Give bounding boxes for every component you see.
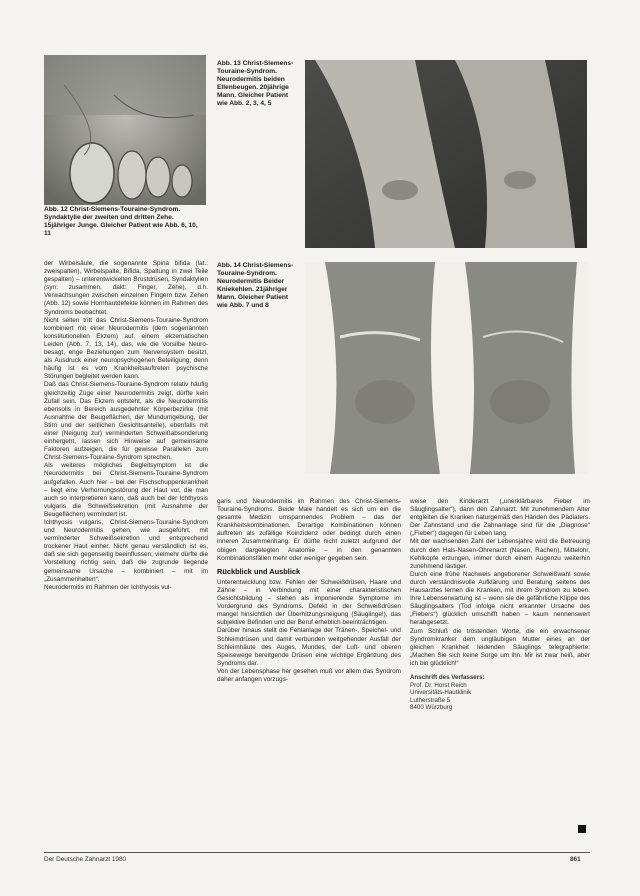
address-label: Anschrift des Verfassers: bbox=[410, 673, 485, 681]
figure-12-photo bbox=[44, 55, 206, 205]
author-address bbox=[410, 674, 590, 712]
paragraph: Durch eine frühe Nachweis angeborener Schweißwahl sowie durch verständnisvolle Aufklärung und Beratung seitens des Hausarztes lernen die Kranken, mit ihrem Syndrom zu leben. Ihre Lebenserwartung ist – wenn sie die gefährliche Klippe des Säuglingsalters (Tod infolge nicht erkannter Ursache des „Fiebers“) glücklich umschifft haben – kaum nennenswert herabgesetzt. bbox=[410, 570, 590, 627]
figure-13-caption: Abb. 13 Christ-Siemens-Touraine-Syndrom. Neurodermitis beiden Ellenbeugen. 20jährige Mann. Gleicher Patient wie Abb. 2, 3, 4, 5 bbox=[217, 60, 294, 107]
address-line: Lutherstraße 5 bbox=[410, 696, 451, 704]
end-mark bbox=[578, 825, 586, 833]
text-column-2 bbox=[217, 498, 401, 848]
paragraph: Von der Lebensphase her gesehen muß vor allem das Syndrom daher anfangen vorzugs- bbox=[217, 667, 401, 683]
footer-rule bbox=[44, 852, 590, 853]
paragraph: Darüber hinaus stellt die Fehlanlage der Tränen-, Speichel- und Schleimdrüsen und damit verbunden weitgehender Ausfall der Schleimhäute des Auges, Mundes, der Luft- und oberen Speisewege bereitgende Drüsen eine wichtige Ergänzung des Syndroms dar. bbox=[217, 627, 401, 667]
paragraph: Nicht selten tritt das Christ-Siemens-Touraine-Syndrom kombiniert mit einer Neurodermitis (dem sogenannten konstitutionellen Ekzem) auf, einem ekzematischen Leiden (Abb. 7, 13, 14), das, wie die Vorsilbe Neuro- besagt, enge Beziehungen zum Nervensystem besitzt, als Ausdruck einer neuropsychogenen Beteiligung; denn häufig ist es vom Krankheitsauftreten psychische Störungen begleitet werden kann. bbox=[44, 316, 208, 381]
figure-14-caption: Abb. 14 Christ-Siemens-Touraine-Syndrom. Neurodermitis Beider Kniekehlen. 21jähriger Mann. Gleicher Patient wie Abb. 7 und 8 bbox=[217, 262, 294, 309]
text-column-3 bbox=[410, 498, 590, 848]
address-line: 8400 Würzburg bbox=[410, 704, 453, 712]
paragraph: Als weiteres mögliches Begleitsymptom ist die Neurodermitis bei Christ-Siemens-Touraine-Syndrom aufgefallen. Auch hier – bei der Fischschuppenkrankheit – liegt eine Verhornungsstörung der Haut vor, die man auch so interpretieren kann, daß auch bei der Ichthyosis vulgaris die Schweißsekretion (mit Ausnahme der Beugeflächen) vermindert ist. bbox=[44, 462, 208, 518]
section-heading: Rückblick und Ausblick bbox=[217, 566, 301, 576]
page-number: 861 bbox=[570, 856, 581, 863]
address-line: Universitäts-Hautklinik bbox=[410, 689, 472, 697]
paragraph: der Wirbelsäule, die sogenannte Spina bifida (lat.: zweispalten), Wirbelspalte, Bifida, Spaltung in zwei Teile gespalten) – unterentwickelten Brustdrüsen, Syndaktylien (syn: zusammen, dakt: Finger, Zehe), d.h. Verwachsungen zwischen einzelnen Fingern bzw. Zehen (Abb. 12) sowie Hornhautdefekte können im Rahmen des Syndroms beobachtet. bbox=[44, 260, 208, 316]
figure-13-photo bbox=[305, 60, 587, 248]
figure-12-caption: Abb. 12 Christ-Siemens-Touraine-Syndrom. Syndaktylie der zweiten und dritten Zehe. 15jähriger Junge. Gleicher Patient wie Abb. 6, 10, 11 bbox=[44, 206, 198, 237]
figure-14-photo bbox=[305, 262, 587, 474]
paragraph: garis und Neurodermitis im Rahmen des Christ-Siemens-Touraine-Syndroms. Beide Male handelt es sich um ein die gesamte Medizin umspannendes Problem – das der Krankheitskombinationen. Derartige Kombinationen können auftreten als zufällige Koinzidenz oder bedingt durch einen inneren Zusammenhang. Er dürfte nicht zuletzt aufgrund der obigen dargelegten Anatomie – in den genannten Kombinationsfällen mehr oder weniger gegeben sein. bbox=[217, 498, 401, 562]
address-line: Prof. Dr. Horst Reich bbox=[410, 681, 467, 689]
footer-journal: Der Deutsche Zahnarzt 1980 bbox=[44, 856, 127, 863]
paragraph: Unterentwicklung bzw. Fehlen der Schweißdrüsen, Haare und Zähne – in Verbindung mit einer charakteristischen Gesichtsbildung – stehen als imponierende Symptome im Vordergrund des Syndroms. Defekt in der Schweißdrüsen mangel hinsichtlich der Überhitzungsneigung (Säuglinge!), das subjektive Befinden und der Beruf erheblich beeinträchtigen. bbox=[217, 578, 401, 627]
paragraph: Ichthyosis vulgaris, Christ-Siemens-Touraine-Syndrom und Neurodermitis gehen, wie ausgeführt, mit verminderter Schweißsekretion und entsprechend trockener Haut einher. Nicht genau verständlich ist es, daß sie sich gegenseitig beeinflussen; vielmehr dürfte die Vorstellung richtig sein, daß die zugrunde liegende gemeinsame Ursache – kombiniert – mit im „Zusammenhalten“. bbox=[44, 519, 208, 583]
paragraph: Neurodermitis im Rahmen der Ichthyosis vul- bbox=[44, 583, 172, 591]
paragraph: Daß das Christ-Siemens-Touraine-Syndrom relativ häufig gleichzeitig Züge einer Neurodermitis zeigt, dürfte kein Zufall sein. Das Ekzem entsteht, als die Neurodermitis ebensolls in Bereich ausgedehnter Körperbezirke (mit Ausnahme der Beugeflächen, der Mundumgebung, der Stirn und der seitlichen Gesichtsanteile), ebenfalls mit einer (Neigung zur) verminderten Schweißabsonderung einhergeht, lassen sich Hinweise auf gemeinsame Faktoren aufzeigen, die für gewisse Parallelen zum Christ-Siemens-Touraine-Syndrom sprechen. bbox=[44, 381, 208, 462]
paragraph: weise den Kinderarzt („unerklärbares Fieber im Säuglingsalter“), dann den Zahnarzt. Mit zunehmendem Alter entgleiten die Kranken naturgemäß den Händen des Pädiaters. Der Zahnstand und die Zahnanlage sind für die „Diagnose“ („Fieber“) dagegen für Leben lang. bbox=[410, 498, 590, 538]
text-column-1 bbox=[44, 260, 208, 846]
paragraph: Mit der wachsenden Zahl der Lebensjahre wird die Betreuung durch den Hals-Nasen-Ohrenarzt (Nasen, Rachen), Mittelohr, Kehlkopfe erzungen, immer durch einem Augenzu weiterhin zunehmend lästiger. bbox=[410, 538, 590, 570]
paragraph: Zum Schluß die tröstenden Worte, die ein erwachsener Syndromkranker dem ungläubigen Mutter eines an der gleichen Krankheit leidenden Säuglings telegraphierte: „Machen Sie sich keine Sorge um ihn. Mir ist zwar heiß, aber ich bin glücklich!“ bbox=[410, 627, 590, 667]
